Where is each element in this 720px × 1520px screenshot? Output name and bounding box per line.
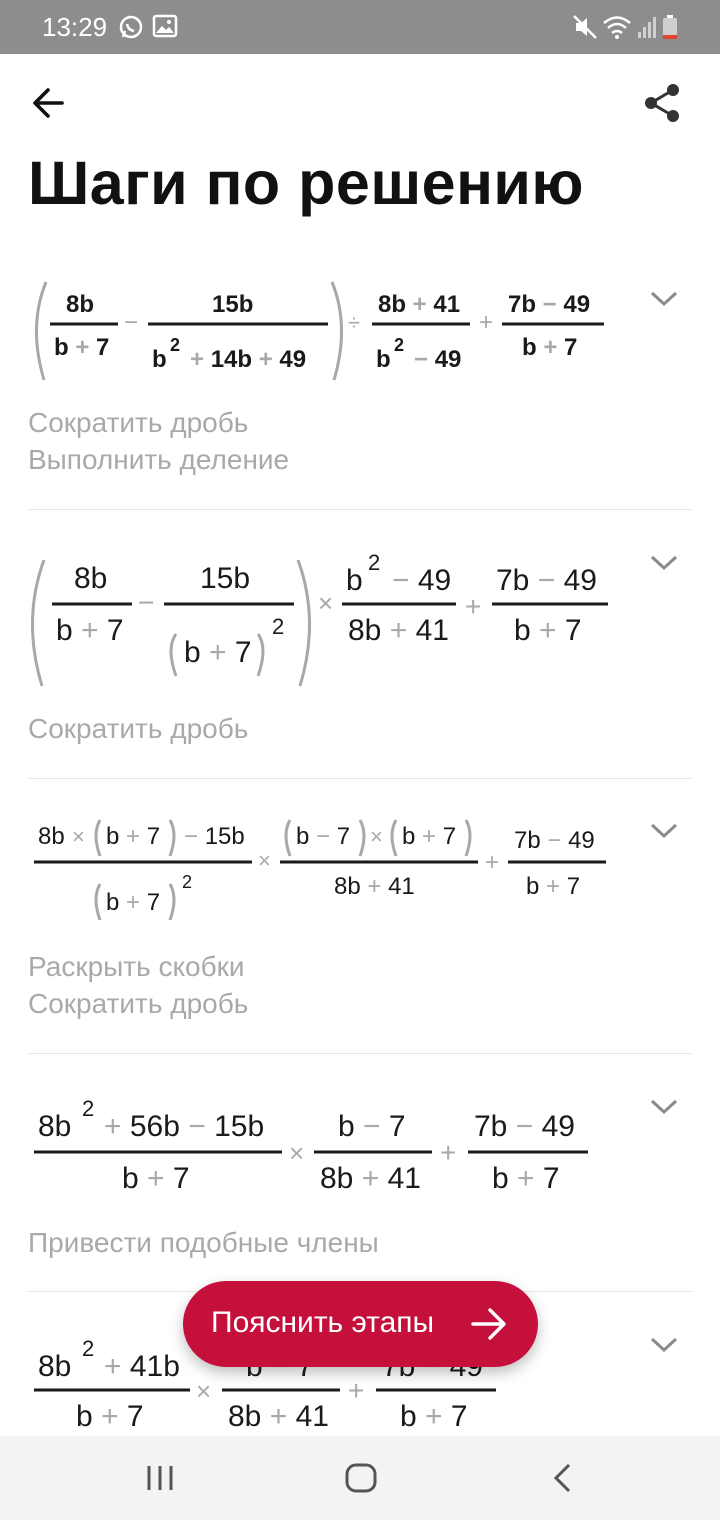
svg-text:b + 7: b + 7 [54,334,110,361]
chevron-down-icon [646,550,682,574]
arrow-right-icon [469,1305,509,1343]
svg-text:−: − [124,309,139,336]
svg-text:2: 2 [368,550,381,575]
chevron-down-icon [646,286,682,310]
svg-text:7b − 49: 7b − 49 [514,827,595,854]
svg-text:×: × [318,588,334,618]
svg-text:+: + [465,591,482,622]
page-title: Шаги по решению [28,149,585,217]
chevron-down-icon [646,1332,682,1356]
back-button[interactable] [26,80,72,126]
mute-icon [572,14,598,40]
step-note: Выполнить деление [28,444,290,475]
svg-text:− 49: − 49 [414,346,462,373]
battery-icon [662,14,678,40]
math-expression [0,1086,640,1206]
svg-text:b + 7: b + 7 [402,823,457,850]
svg-text:b + 7: b + 7 [514,614,582,647]
math-expression [0,540,640,700]
svg-text:8b: 8b [74,562,108,595]
share-button[interactable] [640,80,686,126]
svg-text:b + 7: b + 7 [106,823,161,850]
svg-text:8b: 8b [38,823,65,850]
svg-text:8b + 41: 8b + 41 [228,1400,329,1433]
svg-text:+ 41b: + 41b [104,1350,180,1383]
svg-text:− 15b: − 15b [184,823,245,850]
svg-text:+: + [348,1375,365,1406]
svg-text:2: 2 [182,872,193,892]
svg-text:b + 7: b + 7 [76,1400,144,1433]
svg-text:8b + 41: 8b + 41 [378,291,461,318]
svg-text:b + 7: b + 7 [56,614,124,647]
svg-text:b: b [152,346,167,373]
svg-text:×: × [72,824,85,849]
recent-apps-icon [140,1460,180,1496]
gallery-icon [152,14,178,38]
svg-text:2: 2 [272,614,285,639]
divider [28,778,692,779]
svg-text:2: 2 [82,1336,95,1361]
svg-text:15b: 15b [212,291,254,318]
svg-text:b + 7: b + 7 [106,889,161,916]
svg-text:b: b [346,564,363,597]
svg-text:b + 7: b + 7 [492,1162,560,1195]
svg-text:b − 7: b − 7 [296,823,351,850]
divider [28,509,692,510]
svg-text:+ 56b − 15b: + 56b − 15b [104,1110,265,1143]
arrow-left-icon [26,80,72,126]
status-time: 13:29 [42,12,108,42]
explain-steps-label: Пояснить этапы [211,1306,435,1339]
svg-text:15b: 15b [200,562,251,595]
svg-text:b + 7: b + 7 [522,334,578,361]
svg-text:×: × [370,824,383,849]
step-note: Сократить дробь [28,407,249,438]
svg-text:8b: 8b [38,1110,72,1143]
svg-text:b + 7: b + 7 [400,1400,468,1433]
svg-text:8b: 8b [66,291,95,318]
back-nav-icon [544,1460,584,1496]
recent-apps-button[interactable] [140,1460,180,1496]
step-note: Привести подобные члены [28,1227,379,1258]
svg-text:2: 2 [394,335,405,355]
svg-text:+: + [440,1137,457,1168]
math-expression [0,260,640,390]
svg-text:7b − 49: 7b − 49 [496,564,597,597]
whatsapp-icon [118,14,144,40]
home-icon [341,1460,381,1496]
share-icon [640,80,686,126]
svg-text:8b: 8b [38,1350,72,1383]
svg-text:2: 2 [82,1096,95,1121]
chevron-down-icon [646,818,682,842]
svg-text:7b − 49: 7b − 49 [474,1110,575,1143]
svg-text:×: × [258,848,271,873]
svg-text:− 49: − 49 [392,564,452,597]
svg-text:b + 7: b + 7 [122,1162,190,1195]
wifi-icon [602,14,632,40]
svg-text:8b + 41: 8b + 41 [320,1162,421,1195]
svg-text:+ 14b + 49: + 14b + 49 [190,346,307,373]
svg-text:b − 7: b − 7 [338,1110,406,1143]
svg-text:b + 7: b + 7 [526,873,581,900]
svg-text:÷: ÷ [348,310,361,335]
svg-text:b: b [376,346,391,373]
svg-text:−: − [138,587,155,618]
svg-text:8b + 41: 8b + 41 [334,873,415,900]
svg-text:×: × [196,1376,212,1406]
step-note: Раскрыть скобки [28,951,245,982]
signal-icon [636,14,658,40]
svg-text:7b − 49: 7b − 49 [508,291,591,318]
status-bar [0,0,720,54]
step-note: Сократить дробь [28,988,249,1019]
home-button[interactable] [341,1460,381,1496]
svg-text:b + 7: b + 7 [184,636,252,669]
svg-text:2: 2 [170,335,181,355]
chevron-down-icon [646,1094,682,1118]
back-nav-button[interactable] [544,1460,584,1496]
svg-text:8b + 41: 8b + 41 [348,614,449,647]
math-expression [0,808,640,938]
step-note: Сократить дробь [28,713,249,744]
svg-text:+: + [479,309,494,336]
svg-text:×: × [289,1138,305,1168]
svg-text:+: + [485,849,500,876]
navigation-bar [0,1436,720,1520]
divider [28,1053,692,1054]
explain-steps-button[interactable] [183,1281,538,1367]
